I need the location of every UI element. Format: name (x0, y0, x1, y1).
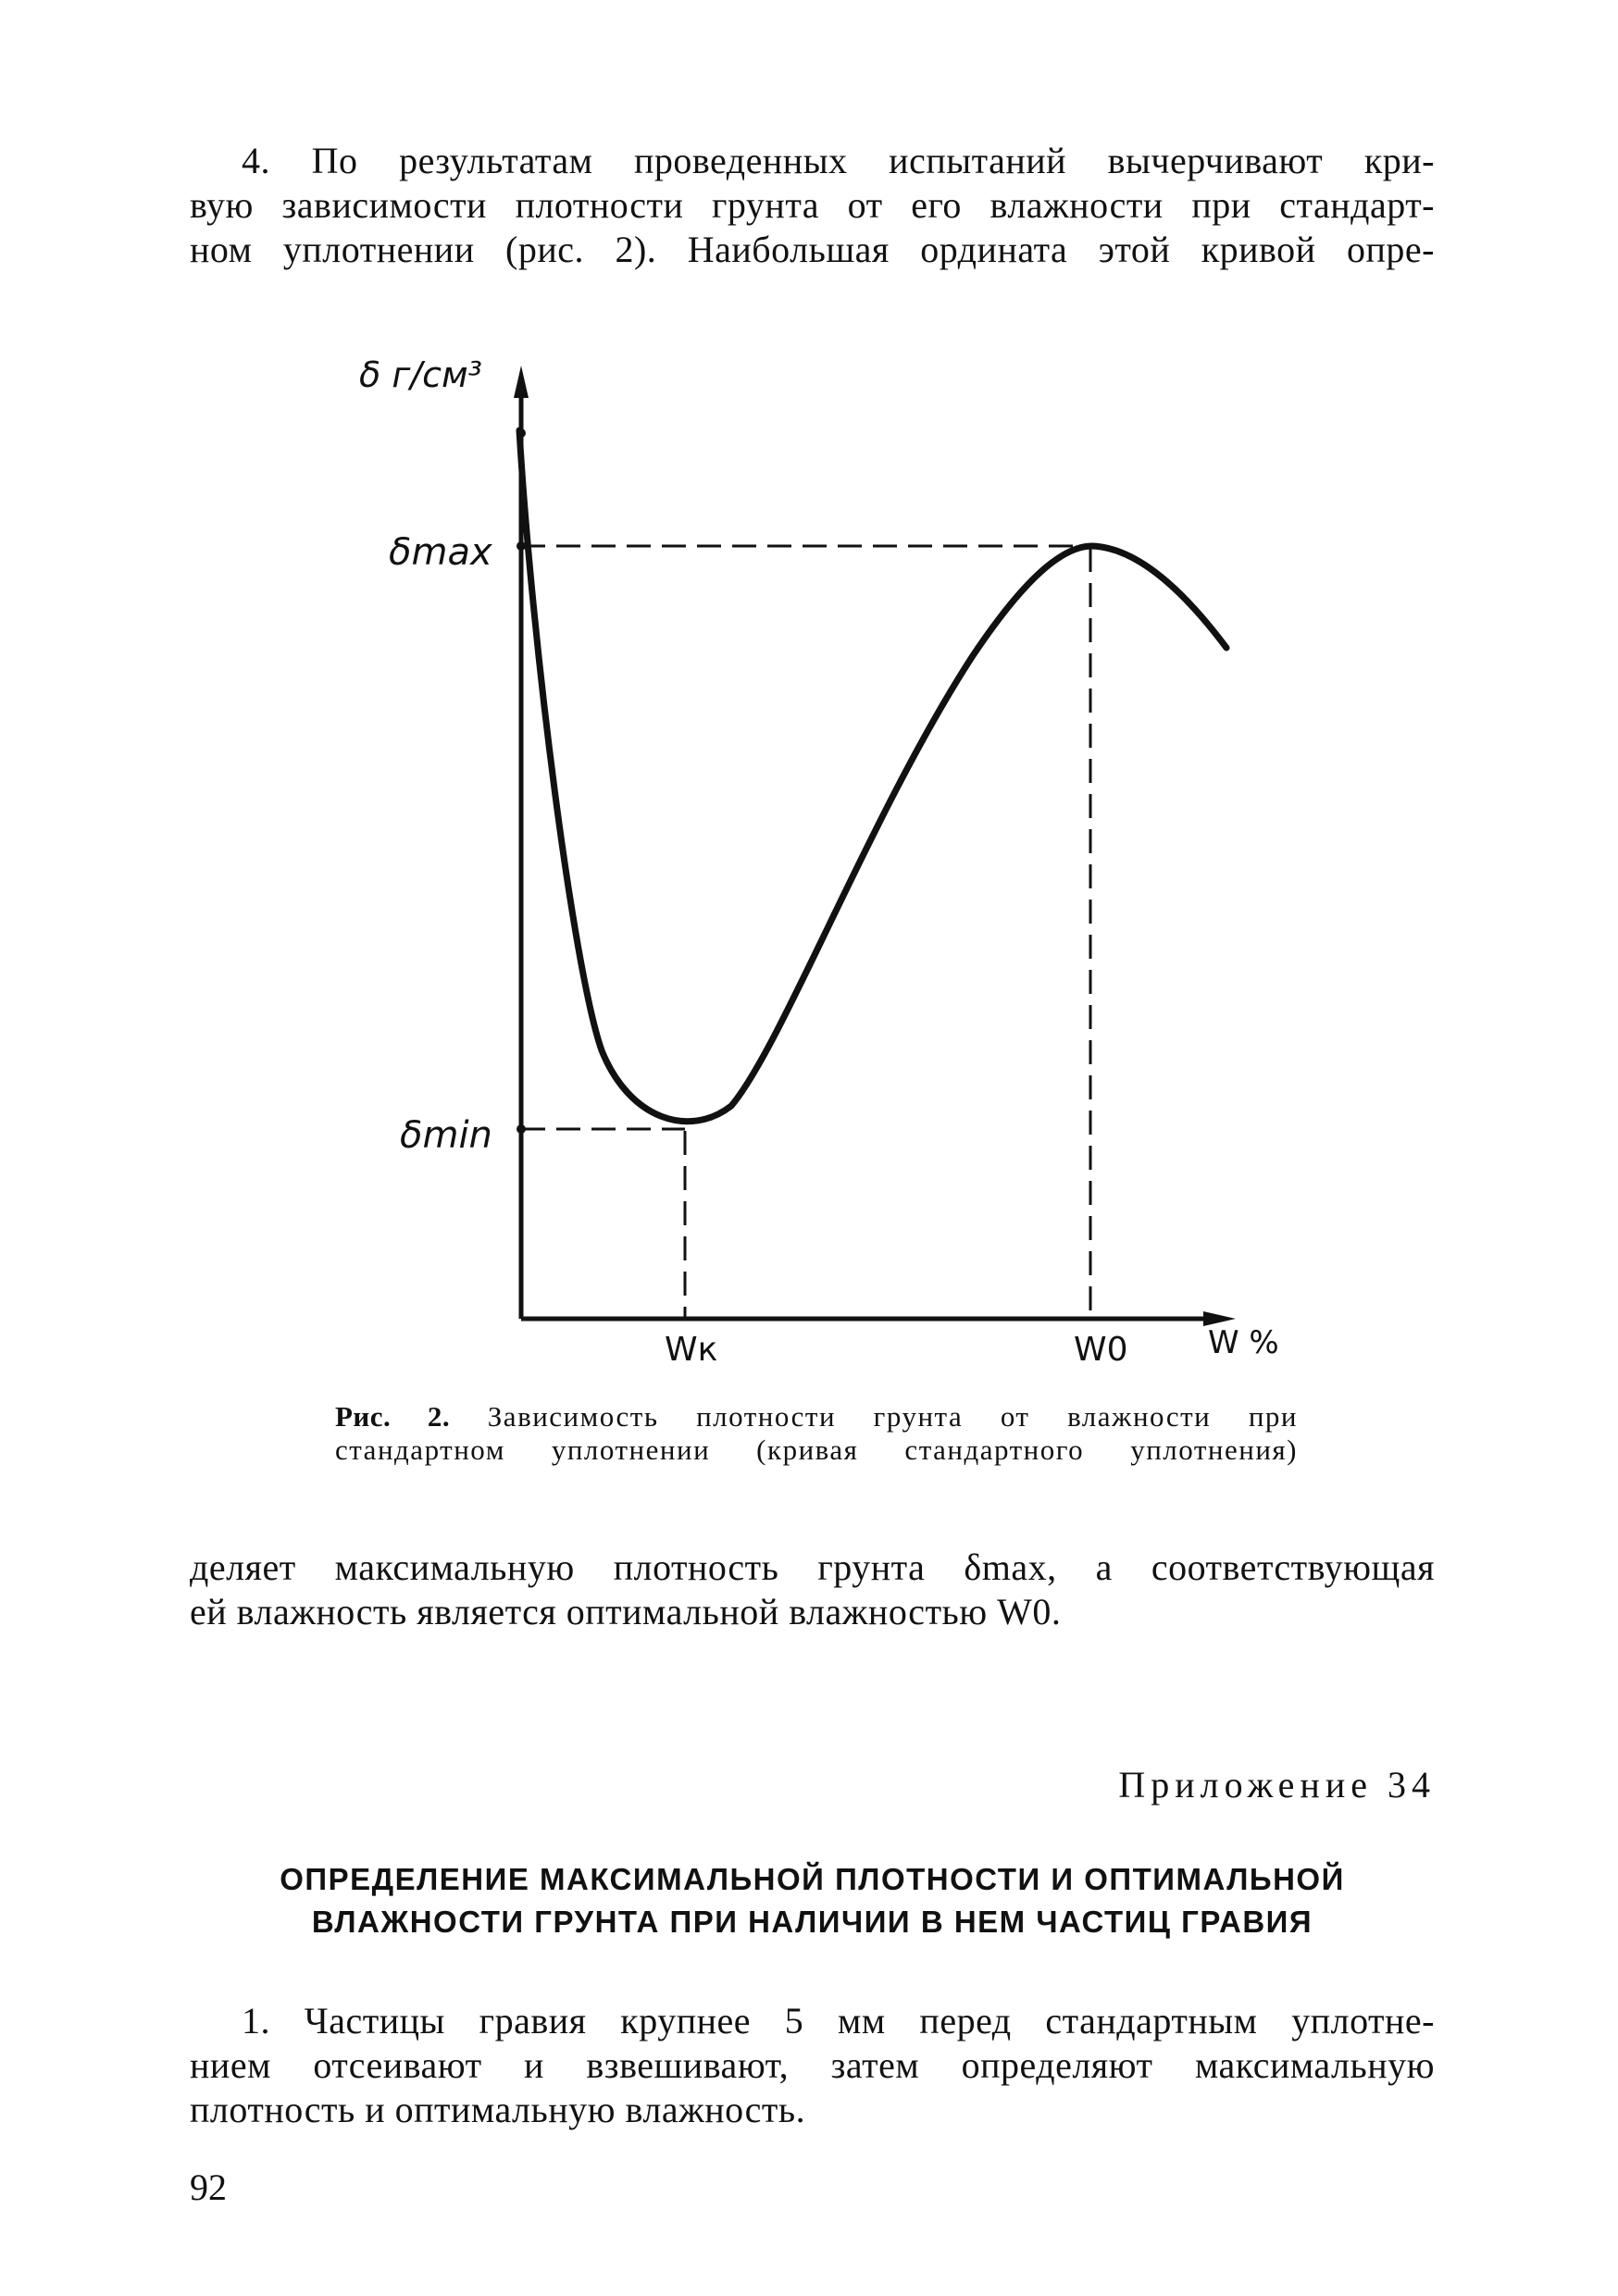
body-line: 1. Частицы гравия крупнее 5 мм перед стандартным уплотне- (242, 2000, 1435, 2042)
page-number: 92 (190, 2166, 227, 2208)
intro-line: ном уплотнении (рис. 2). Наибольшая ордината этой кривой опре- (190, 229, 1435, 270)
wk-label: Wк (665, 1331, 718, 1369)
intro-line: вую зависимости плотности грунта от его влажности при стандарт- (190, 184, 1435, 226)
continuation-line: деляет максимальную плотность грунта δmax, а соответствующая (190, 1546, 1435, 1588)
figure-caption (335, 1400, 1298, 1467)
delta-min-label: δmin (400, 1114, 492, 1157)
appendix-label: Приложение 34 (1118, 1764, 1436, 1806)
appendix-title-line: ОПРЕДЕЛЕНИЕ МАКСИМАЛЬНОЙ ПЛОТНОСТИ И ОПТИМАЛЬНОЙ (280, 1862, 1345, 1896)
compaction-curve (519, 430, 1226, 1122)
y-axis-arrow (514, 366, 529, 398)
y-axis-label: δ г/см³ (359, 354, 482, 395)
appendix-body-paragraph (190, 1999, 1435, 2132)
continuation-line: ей влажность является оптимальной влажностью W0. (190, 1591, 1062, 1632)
body-line: плотность и оптимальную влажность. (190, 2089, 806, 2130)
appendix-title (190, 1858, 1435, 1943)
body-line: нием отсеивают и взвешивают, затем определяют максимальную (190, 2044, 1435, 2086)
caption-line: стандартном уплотнении (кривая стандартного уплотнения) (335, 1433, 1298, 1466)
continuation-paragraph (190, 1545, 1435, 1634)
intro-line: 4. По результатам проведенных испытаний вычерчивают кри- (242, 140, 1435, 181)
appendix-title-line: ВЛАЖНОСТИ ГРУНТА ПРИ НАЛИЧИИ В НЕМ ЧАСТИЦ ГРАВИЯ (311, 1905, 1313, 1939)
caption-label: Рис. 2. (335, 1400, 451, 1433)
delta-max-label: δmax (389, 531, 492, 574)
delta-min-dot (517, 1124, 526, 1134)
caption-line: Зависимость плотности грунта от влажности при (487, 1400, 1298, 1433)
w0-label: W0 (1074, 1331, 1128, 1369)
x-axis-label: W % (1208, 1324, 1279, 1361)
